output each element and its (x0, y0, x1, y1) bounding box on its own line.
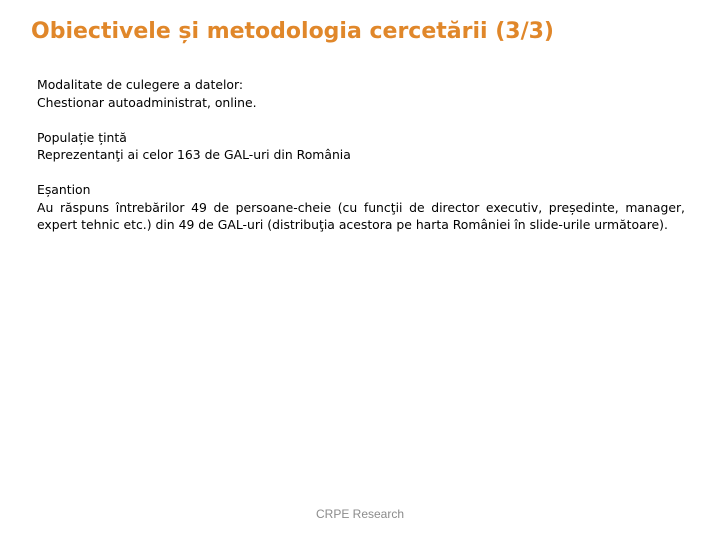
slide-content (37, 76, 685, 251)
section-text: Au răspuns întrebărilor 49 de persoane-cheie (cu funcţii de director executiv, președinte, manager, expert tehnic etc.) din 49 de GAL-uri (distribuţia acestora pe harta României în slide-urile următoare). (37, 199, 685, 232)
section-heading: Modalitate de culegere a datelor: (37, 77, 244, 92)
footer-label: CRPE Research (315, 507, 405, 521)
section-heading: Eșantion (37, 182, 91, 197)
section-text: Chestionar autoadministrat, online. (37, 94, 257, 110)
section-heading: Populație țintă (37, 129, 127, 145)
section-sample (37, 181, 685, 234)
section-target-population (37, 129, 685, 164)
section-data-collection (37, 76, 685, 111)
section-text: Reprezentanţi ai celor 163 de GAL-uri din România (37, 147, 351, 162)
slide-title: Obiectivele și metodologia cercetării (3/3) (31, 19, 554, 44)
